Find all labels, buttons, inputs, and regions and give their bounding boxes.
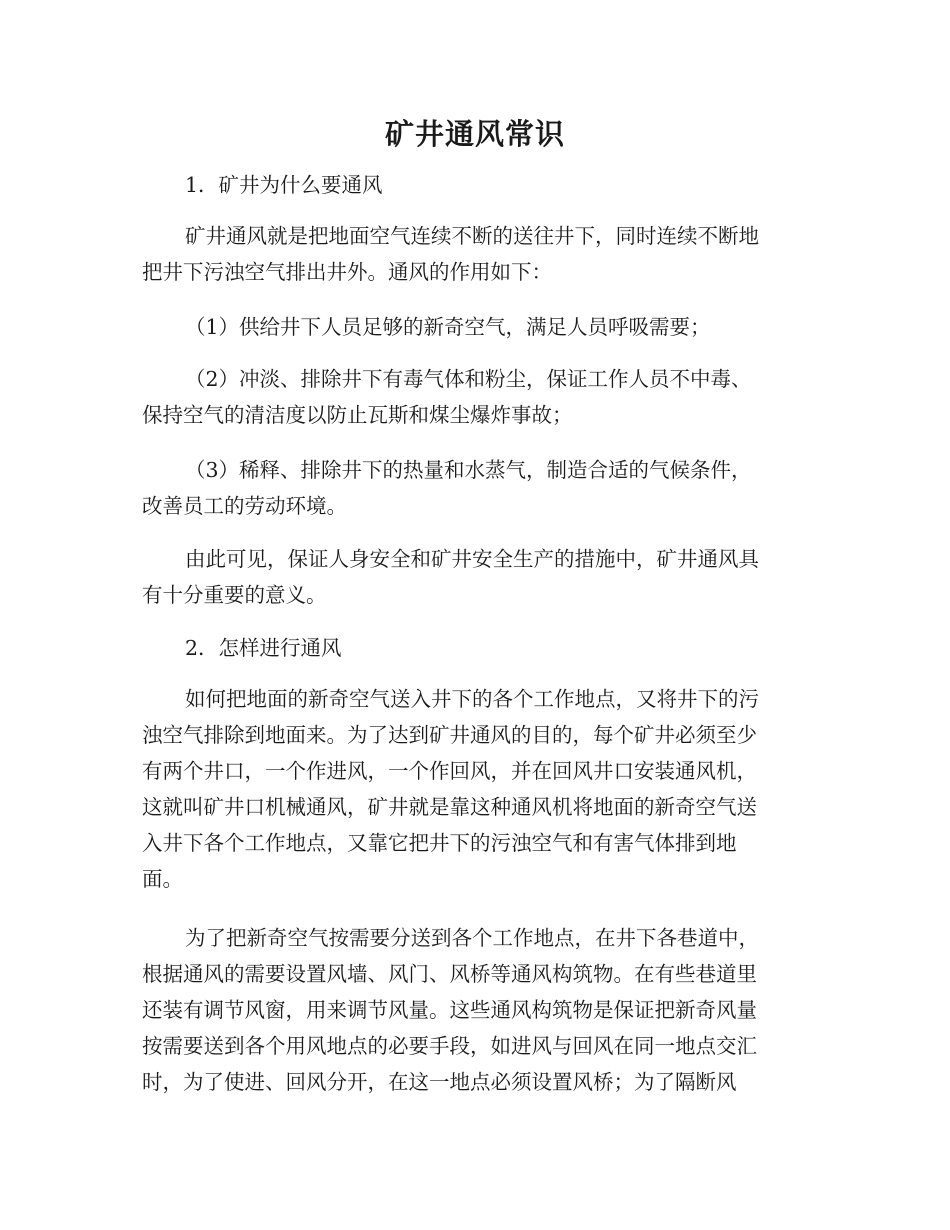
- list-item-line: （2）冲淡、排除井下有毒气体和粉尘，保证工作人员不中毒、: [185, 367, 752, 391]
- paragraph-line: 把井下污浊空气排出井外。通风的作用如下：: [142, 260, 552, 284]
- section-heading-2: 2．怎样进行通风: [185, 636, 342, 660]
- paragraph-line: 有十分重要的意义。: [142, 583, 327, 607]
- paragraph-line: 时，为了使进、回风分开，在这一地点必须设置风桥；为了隔断风: [142, 1070, 737, 1094]
- paragraph-line: 入井下各个工作地点，又靠它把井下的污浊空气和有害气体排到地: [142, 831, 737, 855]
- paragraph-line: 按需要送到各个用风地点的必要手段，如进风与回风在同一地点交汇: [142, 1034, 757, 1058]
- section-heading-1: 1．矿井为什么要通风: [185, 173, 383, 197]
- paragraph-line: 面。: [142, 867, 183, 891]
- paragraph-line: 为了把新奇空气按需要分送到各个工作地点，在井下各巷道中，: [185, 926, 759, 950]
- list-item-line: 改善员工的劳动环境。: [142, 494, 347, 518]
- paragraph-line: 还装有调节风窗，用来调节风量。这些通风构筑物是保证把新奇风量: [142, 998, 757, 1022]
- paragraph-line: 矿井通风就是把地面空气连续不断的送往井下，同时连续不断地: [185, 224, 759, 248]
- paragraph-line: 如何把地面的新奇空气送入井下的各个工作地点，又将井下的污: [185, 687, 759, 711]
- paragraph-line: 有两个井口，一个作进风，一个作回风，并在回风井口安装通风机，: [142, 759, 757, 783]
- paragraph-line: 根据通风的需要设置风墙、风门、风桥等通风构筑物。在有些巷道里: [142, 962, 757, 986]
- list-item-line: （1）供给井下人员足够的新奇空气，满足人员呼吸需要；: [185, 315, 711, 339]
- paragraph-line: 由此可见，保证人身安全和矿井安全生产的措施中，矿井通风具: [185, 547, 759, 571]
- paragraph-line: 这就叫矿井口机械通风，矿井就是靠这种通风机将地面的新奇空气送: [142, 795, 757, 819]
- document-title: 矿井通风常识: [384, 117, 565, 151]
- paragraph-line: 浊空气排除到地面来。为了达到矿井通风的目的，每个矿井必须至少: [142, 723, 757, 747]
- list-item-line: （3）稀释、排除井下的热量和水蒸气，制造合适的气候条件，: [185, 458, 752, 482]
- list-item-line: 保持空气的清洁度以防止瓦斯和煤尘爆炸事故；: [142, 403, 573, 427]
